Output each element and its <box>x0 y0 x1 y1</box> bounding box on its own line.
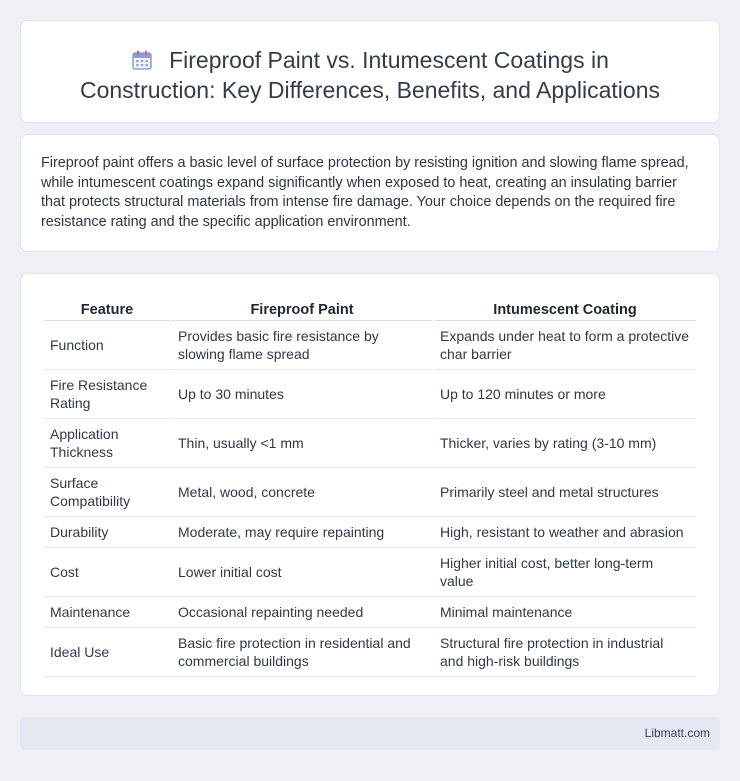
feature-cell: Maintenance <box>44 597 170 628</box>
table-row <box>44 468 696 517</box>
table-row <box>44 597 696 628</box>
table-row <box>44 628 696 677</box>
feature-cell: Function <box>44 321 170 370</box>
fireproof-paint-cell: Lower initial cost <box>172 548 432 597</box>
table-header-row <box>44 294 696 321</box>
table-row <box>44 548 696 597</box>
header-feature: Feature <box>44 294 170 321</box>
header-intumescent-coating: Intumescent Coating <box>434 294 696 321</box>
intumescent-coating-cell: Expands under heat to form a protective char barrier <box>434 321 696 370</box>
source-link[interactable]: Libmatt.com <box>644 726 710 740</box>
table-row <box>44 321 696 370</box>
intumescent-coating-cell: Primarily steel and metal structures <box>434 468 696 517</box>
feature-cell: Cost <box>44 548 170 597</box>
table-row <box>44 517 696 548</box>
footer-bar <box>20 717 720 750</box>
summary-text: Fireproof paint offers a basic level of surface protection by resisting ignition and slowing flame spread, while intumescent coatings expand significantly when exposed to heat, creating an insulating barrier that protects structural materials from intense fire damage. Your choice depends on the required fire resistance rating and the specific application environment. <box>41 155 689 230</box>
fireproof-paint-cell: Moderate, may require repainting <box>172 517 432 548</box>
page-title <box>21 45 719 105</box>
table-row <box>44 419 696 468</box>
fireproof-paint-cell: Up to 30 minutes <box>172 370 432 419</box>
title-line-1: Fireproof Paint vs. Intumescent Coatings in <box>169 47 609 73</box>
title-card <box>20 20 720 123</box>
comparison-card <box>20 273 720 696</box>
feature-cell: Ideal Use <box>44 628 170 677</box>
feature-cell: Application Thickness <box>44 419 170 468</box>
feature-cell: Surface Compatibility <box>44 468 170 517</box>
header-fireproof-paint: Fireproof Paint <box>172 294 432 321</box>
fireproof-paint-cell: Provides basic fire resistance by slowing flame spread <box>172 321 432 370</box>
fireproof-paint-cell: Basic fire protection in residential and commercial buildings <box>172 628 432 677</box>
feature-cell: Fire Resistance Rating <box>44 370 170 419</box>
fireproof-paint-cell: Thin, usually <1 mm <box>172 419 432 468</box>
fireproof-paint-cell: Metal, wood, concrete <box>172 468 432 517</box>
table-row <box>44 370 696 419</box>
comparison-table <box>42 294 698 677</box>
intumescent-coating-cell: Minimal maintenance <box>434 597 696 628</box>
intumescent-coating-cell: Structural fire protection in industrial and high-risk buildings <box>434 628 696 677</box>
intumescent-coating-cell: Up to 120 minutes or more <box>434 370 696 419</box>
summary-card <box>20 134 720 252</box>
intumescent-coating-cell: Higher initial cost, better long-term value <box>434 548 696 597</box>
feature-cell: Durability <box>44 517 170 548</box>
calendar-icon <box>131 49 153 71</box>
fireproof-paint-cell: Occasional repainting needed <box>172 597 432 628</box>
intumescent-coating-cell: High, resistant to weather and abrasion <box>434 517 696 548</box>
title-line-2: Construction: Key Differences, Benefits, and Applications <box>79 77 660 103</box>
intumescent-coating-cell: Thicker, varies by rating (3-10 mm) <box>434 419 696 468</box>
